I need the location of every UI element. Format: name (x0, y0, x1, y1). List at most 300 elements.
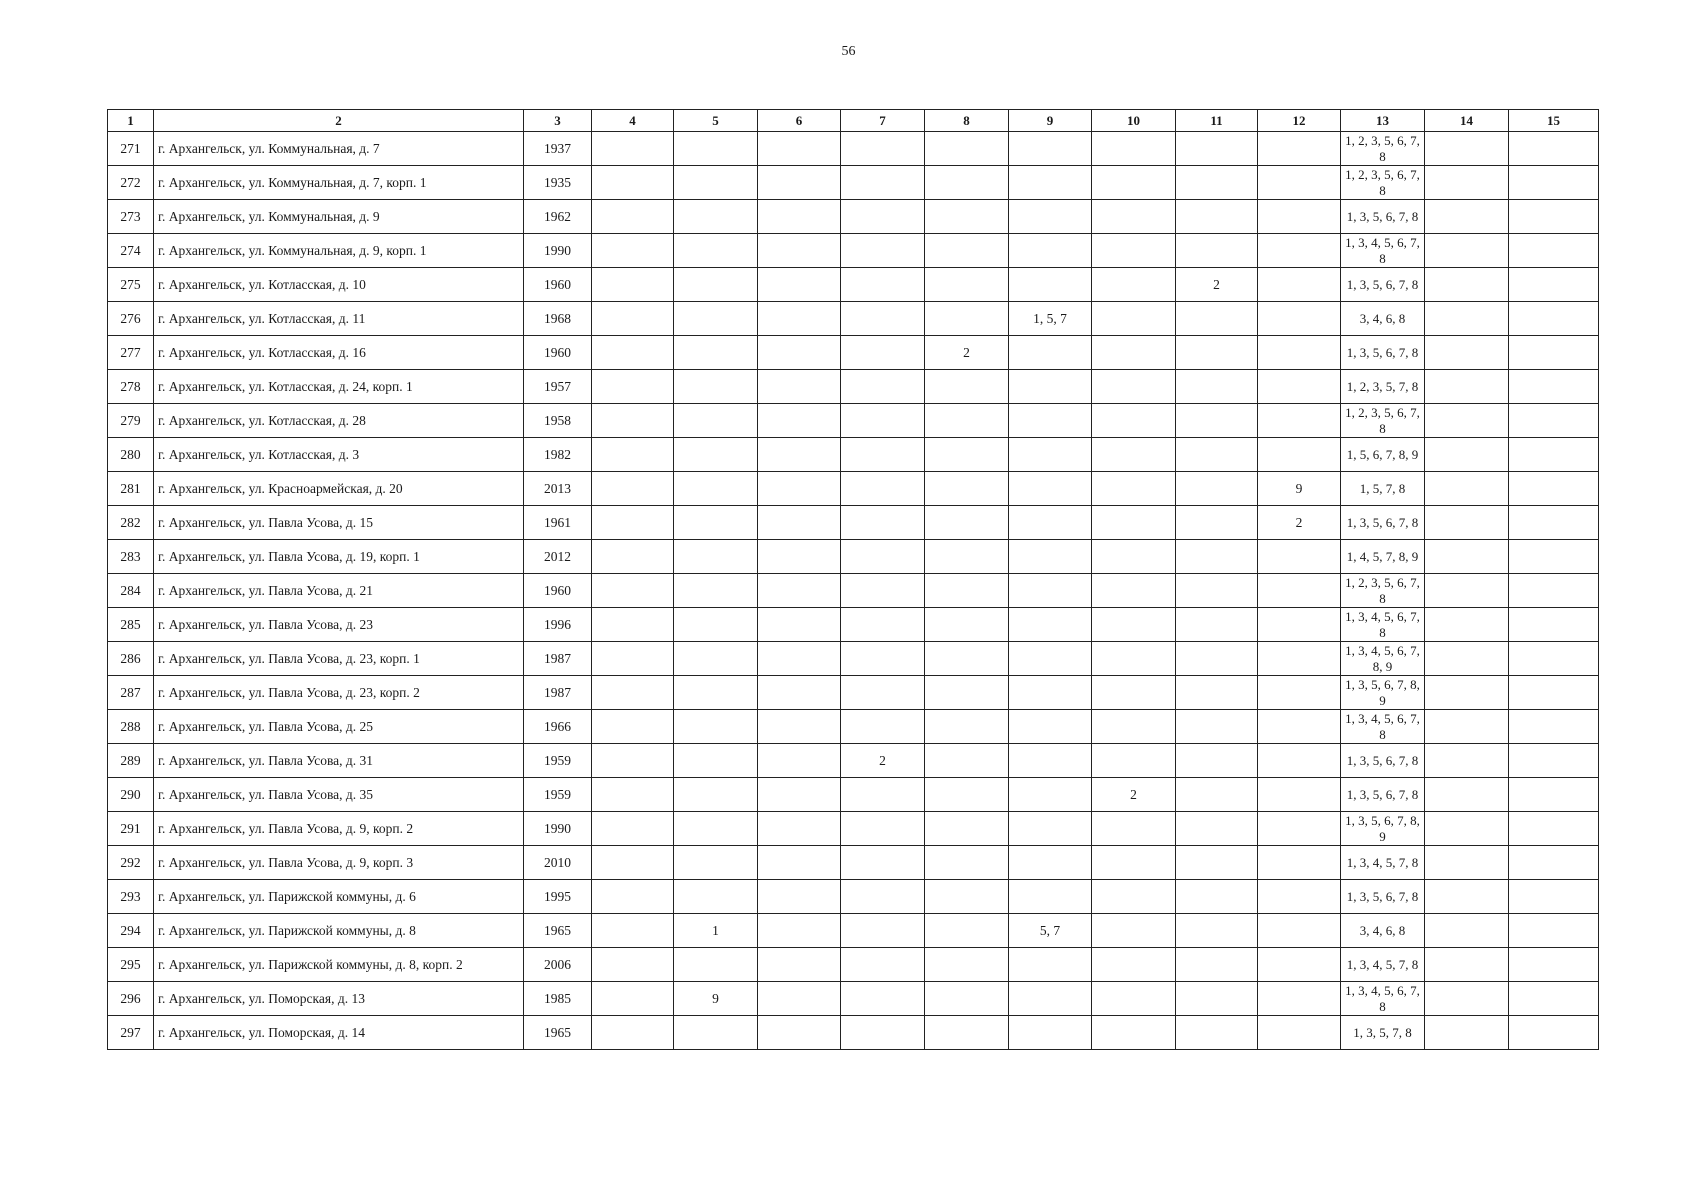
table-cell: 1, 2, 3, 5, 7, 8 (1341, 370, 1425, 404)
table-cell (1509, 880, 1599, 914)
table-cell (1258, 540, 1341, 574)
table-cell (1258, 268, 1341, 302)
table-cell (1425, 608, 1509, 642)
table-cell (1258, 676, 1341, 710)
table-row (108, 166, 1599, 200)
table-cell (1258, 302, 1341, 336)
table-row (108, 200, 1599, 234)
table-cell (1176, 302, 1258, 336)
table-cell (758, 744, 841, 778)
table-cell (758, 778, 841, 812)
page-number: 56 (841, 44, 856, 59)
table-cell (925, 948, 1009, 982)
table-cell (1509, 744, 1599, 778)
table-cell (758, 608, 841, 642)
year-cell: 1996 (524, 608, 592, 642)
table-cell (674, 642, 758, 676)
table-cell (592, 574, 674, 608)
table-cell (1425, 676, 1509, 710)
table-cell (758, 438, 841, 472)
table-cell (925, 574, 1009, 608)
column-header-12: 12 (1258, 110, 1341, 132)
year-cell: 1965 (524, 1016, 592, 1050)
year-cell: 1960 (524, 336, 592, 370)
table-cell (1176, 778, 1258, 812)
table-cell (1009, 132, 1092, 166)
table-cell (1176, 132, 1258, 166)
table-cell (1092, 880, 1176, 914)
table-cell (758, 540, 841, 574)
table-cell: 1, 3, 5, 6, 7, 8 (1341, 778, 1425, 812)
address-cell: г. Архангельск, ул. Парижской коммуны, д. 6 (154, 880, 524, 914)
table-cell (1425, 166, 1509, 200)
table-row (108, 642, 1599, 676)
table-cell (674, 166, 758, 200)
table-cell (1425, 710, 1509, 744)
column-header-7: 7 (841, 110, 925, 132)
table-cell (758, 812, 841, 846)
table-cell (1009, 812, 1092, 846)
address-cell: г. Архангельск, ул. Павла Усова, д. 23, корп. 1 (154, 642, 524, 676)
row-number-cell: 271 (108, 132, 154, 166)
table-cell (758, 268, 841, 302)
table-cell (758, 710, 841, 744)
table-cell (1258, 438, 1341, 472)
table-row (108, 676, 1599, 710)
table-cell (1258, 1016, 1341, 1050)
table-row (108, 948, 1599, 982)
table-cell (1009, 166, 1092, 200)
table-cell: 1, 3, 5, 6, 7, 8, 9 (1341, 812, 1425, 846)
table-cell: 1, 3, 5, 6, 7, 8 (1341, 336, 1425, 370)
table-cell (841, 336, 925, 370)
table-cell (841, 710, 925, 744)
table-cell (592, 948, 674, 982)
table-cell (592, 846, 674, 880)
table-cell (1176, 982, 1258, 1016)
table-cell (674, 778, 758, 812)
table-cell (674, 710, 758, 744)
year-cell: 1968 (524, 302, 592, 336)
year-cell: 1960 (524, 574, 592, 608)
year-cell: 1959 (524, 778, 592, 812)
table-cell (1509, 438, 1599, 472)
table-cell (1009, 234, 1092, 268)
column-header-2: 2 (154, 110, 524, 132)
table-row (108, 778, 1599, 812)
address-cell: г. Архангельск, ул. Котласская, д. 28 (154, 404, 524, 438)
table-cell (1509, 948, 1599, 982)
address-cell: г. Архангельск, ул. Павла Усова, д. 31 (154, 744, 524, 778)
table-cell: 2 (1176, 268, 1258, 302)
table-cell (758, 880, 841, 914)
table-cell (1176, 880, 1258, 914)
table-cell (592, 608, 674, 642)
table-cell (1176, 166, 1258, 200)
table-cell (1009, 744, 1092, 778)
table-cell (674, 948, 758, 982)
table-cell (1092, 302, 1176, 336)
row-number-cell: 290 (108, 778, 154, 812)
address-cell: г. Архангельск, ул. Котласская, д. 24, корп. 1 (154, 370, 524, 404)
table-cell (1009, 574, 1092, 608)
table-cell: 1, 4, 5, 7, 8, 9 (1341, 540, 1425, 574)
table-cell (925, 234, 1009, 268)
table-row (108, 404, 1599, 438)
table-cell (1425, 132, 1509, 166)
table-cell (1092, 914, 1176, 948)
table-cell (1176, 710, 1258, 744)
year-cell: 1987 (524, 642, 592, 676)
table-cell (592, 812, 674, 846)
table-cell (925, 642, 1009, 676)
table-cell (1509, 506, 1599, 540)
table-cell (1258, 982, 1341, 1016)
table-cell (758, 846, 841, 880)
table-cell (925, 506, 1009, 540)
address-cell: г. Архангельск, ул. Котласская, д. 10 (154, 268, 524, 302)
table-cell (1509, 812, 1599, 846)
table-row (108, 370, 1599, 404)
row-number-cell: 293 (108, 880, 154, 914)
table-cell (841, 880, 925, 914)
column-header-13: 13 (1341, 110, 1425, 132)
table-cell: 1, 2, 3, 5, 6, 7, 8 (1341, 574, 1425, 608)
table-cell (758, 1016, 841, 1050)
table-cell (841, 132, 925, 166)
table-cell (841, 642, 925, 676)
table-cell (1176, 336, 1258, 370)
table-cell (1509, 268, 1599, 302)
table-cell (592, 166, 674, 200)
row-number-cell: 272 (108, 166, 154, 200)
column-header-14: 14 (1425, 110, 1509, 132)
table-cell (758, 200, 841, 234)
table-row (108, 132, 1599, 166)
table-cell (1176, 914, 1258, 948)
table-cell: 2 (925, 336, 1009, 370)
table-cell (925, 370, 1009, 404)
table-cell (1258, 608, 1341, 642)
table-cell (841, 506, 925, 540)
table-cell (1425, 540, 1509, 574)
row-number-cell: 273 (108, 200, 154, 234)
table-cell (1509, 370, 1599, 404)
address-cell: г. Архангельск, ул. Павла Усова, д. 9, корп. 2 (154, 812, 524, 846)
row-number-cell: 294 (108, 914, 154, 948)
table-cell (592, 778, 674, 812)
table-cell (758, 234, 841, 268)
address-cell: г. Архангельск, ул. Павла Усова, д. 21 (154, 574, 524, 608)
column-header-9: 9 (1009, 110, 1092, 132)
address-cell: г. Архангельск, ул. Коммунальная, д. 7 (154, 132, 524, 166)
building-registry-table (107, 109, 1599, 1050)
table-cell (925, 982, 1009, 1016)
table-cell (1425, 846, 1509, 880)
table-cell (1509, 982, 1599, 1016)
table-cell (1176, 472, 1258, 506)
table-cell (758, 302, 841, 336)
table-cell (1009, 778, 1092, 812)
table-cell (1176, 404, 1258, 438)
table-cell (1092, 268, 1176, 302)
table-cell (1009, 506, 1092, 540)
table-cell (841, 608, 925, 642)
table-cell (1092, 370, 1176, 404)
table-cell (1092, 506, 1176, 540)
year-cell: 1962 (524, 200, 592, 234)
table-cell (1176, 642, 1258, 676)
table-cell (758, 132, 841, 166)
table-cell (1509, 302, 1599, 336)
table-row (108, 268, 1599, 302)
table-cell (1092, 200, 1176, 234)
row-number-cell: 277 (108, 336, 154, 370)
table-cell (1509, 472, 1599, 506)
table-cell (841, 268, 925, 302)
table-cell (1009, 710, 1092, 744)
table-cell (1425, 1016, 1509, 1050)
address-cell: г. Архангельск, ул. Павла Усова, д. 19, корп. 1 (154, 540, 524, 574)
table-cell (1258, 574, 1341, 608)
table-cell (1258, 642, 1341, 676)
table-cell (758, 982, 841, 1016)
row-number-cell: 288 (108, 710, 154, 744)
table-cell (925, 132, 1009, 166)
table-cell (758, 336, 841, 370)
table-cell (674, 132, 758, 166)
table-cell: 1, 3, 5, 6, 7, 8, 9 (1341, 676, 1425, 710)
year-cell: 2010 (524, 846, 592, 880)
table-cell (1425, 642, 1509, 676)
year-cell: 2013 (524, 472, 592, 506)
table-cell (1258, 370, 1341, 404)
table-cell (674, 268, 758, 302)
table-cell (674, 336, 758, 370)
table-cell (925, 540, 1009, 574)
table-cell (592, 132, 674, 166)
table-cell (1509, 676, 1599, 710)
table-cell (1176, 812, 1258, 846)
table-cell (1258, 200, 1341, 234)
table-cell (674, 370, 758, 404)
table-row (108, 506, 1599, 540)
table-cell: 1, 2, 3, 5, 6, 7, 8 (1341, 166, 1425, 200)
table-cell (1425, 234, 1509, 268)
table-cell (925, 676, 1009, 710)
table-row (108, 234, 1599, 268)
table-cell (1092, 642, 1176, 676)
address-cell: г. Архангельск, ул. Парижской коммуны, д. 8, корп. 2 (154, 948, 524, 982)
table-cell (1258, 744, 1341, 778)
column-header-10: 10 (1092, 110, 1176, 132)
table-cell (1509, 234, 1599, 268)
table-row (108, 1016, 1599, 1050)
address-cell: г. Архангельск, ул. Котласская, д. 16 (154, 336, 524, 370)
table-cell (1509, 574, 1599, 608)
table-cell (674, 200, 758, 234)
table-cell (758, 676, 841, 710)
row-number-cell: 274 (108, 234, 154, 268)
table-cell (1092, 540, 1176, 574)
table-cell (592, 404, 674, 438)
table-row (108, 914, 1599, 948)
table-cell: 5, 7 (1009, 914, 1092, 948)
table-cell: 1, 3, 4, 5, 6, 7, 8 (1341, 982, 1425, 1016)
row-number-cell: 276 (108, 302, 154, 336)
table-cell (1092, 676, 1176, 710)
table-cell (758, 948, 841, 982)
column-header-15: 15 (1509, 110, 1599, 132)
row-number-cell: 282 (108, 506, 154, 540)
column-header-3: 3 (524, 110, 592, 132)
address-cell: г. Архангельск, ул. Поморская, д. 13 (154, 982, 524, 1016)
table-cell (1009, 438, 1092, 472)
table-cell (592, 506, 674, 540)
table-cell: 1 (674, 914, 758, 948)
table-cell (1009, 948, 1092, 982)
table-cell (1425, 914, 1509, 948)
table-cell (841, 778, 925, 812)
table-cell (1092, 1016, 1176, 1050)
year-cell: 1960 (524, 268, 592, 302)
table-cell: 1, 3, 4, 5, 7, 8 (1341, 846, 1425, 880)
table-cell (1009, 982, 1092, 1016)
table-cell (841, 438, 925, 472)
table-cell (1009, 1016, 1092, 1050)
table-cell (592, 370, 674, 404)
table-cell (1176, 846, 1258, 880)
table-cell (841, 1016, 925, 1050)
table-cell: 2 (1258, 506, 1341, 540)
table-cell (841, 574, 925, 608)
table-cell (1509, 778, 1599, 812)
table-cell (841, 846, 925, 880)
table-cell (1092, 948, 1176, 982)
table-cell (925, 744, 1009, 778)
table-cell (1258, 710, 1341, 744)
table-cell (1009, 608, 1092, 642)
address-cell: г. Архангельск, ул. Павла Усова, д. 9, корп. 3 (154, 846, 524, 880)
year-cell: 1982 (524, 438, 592, 472)
table-cell (592, 268, 674, 302)
table-cell (1009, 404, 1092, 438)
year-cell: 2006 (524, 948, 592, 982)
table-cell (1509, 846, 1599, 880)
table-row (108, 574, 1599, 608)
table-cell (1092, 812, 1176, 846)
table-cell (674, 506, 758, 540)
table-cell (1425, 812, 1509, 846)
table-cell (925, 710, 1009, 744)
table-cell (1509, 540, 1599, 574)
table-cell (592, 914, 674, 948)
table-cell (925, 268, 1009, 302)
table-cell (1509, 608, 1599, 642)
table-row (108, 608, 1599, 642)
row-number-cell: 297 (108, 1016, 154, 1050)
table-cell (925, 1016, 1009, 1050)
table-cell (925, 438, 1009, 472)
table-cell (1425, 302, 1509, 336)
year-cell: 1935 (524, 166, 592, 200)
table-cell (1092, 404, 1176, 438)
year-cell: 1990 (524, 234, 592, 268)
table-cell (925, 302, 1009, 336)
table-cell (1258, 336, 1341, 370)
table-cell (841, 982, 925, 1016)
table-cell (925, 778, 1009, 812)
table-body (108, 132, 1599, 1050)
table-cell (1092, 166, 1176, 200)
table-cell: 3, 4, 6, 8 (1341, 914, 1425, 948)
table-cell (1509, 1016, 1599, 1050)
table-cell (1258, 166, 1341, 200)
table-cell (1009, 846, 1092, 880)
table-cell (674, 846, 758, 880)
table-cell (1176, 676, 1258, 710)
row-number-cell: 278 (108, 370, 154, 404)
table-cell: 1, 3, 5, 7, 8 (1341, 1016, 1425, 1050)
table-header-row (108, 110, 1599, 132)
year-cell: 1995 (524, 880, 592, 914)
row-number-cell: 292 (108, 846, 154, 880)
table-cell (758, 370, 841, 404)
address-cell: г. Архангельск, ул. Павла Усова, д. 15 (154, 506, 524, 540)
table-cell (758, 404, 841, 438)
table-cell (1092, 982, 1176, 1016)
row-number-cell: 296 (108, 982, 154, 1016)
table-cell (1425, 778, 1509, 812)
address-cell: г. Архангельск, ул. Павла Усова, д. 23 (154, 608, 524, 642)
table-cell: 1, 2, 3, 5, 6, 7, 8 (1341, 132, 1425, 166)
table-row (108, 302, 1599, 336)
year-cell: 1965 (524, 914, 592, 948)
year-cell: 1959 (524, 744, 592, 778)
table-cell (1176, 438, 1258, 472)
table-cell: 1, 3, 4, 5, 7, 8 (1341, 948, 1425, 982)
year-cell: 1987 (524, 676, 592, 710)
row-number-cell: 284 (108, 574, 154, 608)
table-cell: 1, 3, 5, 6, 7, 8 (1341, 744, 1425, 778)
table-cell: 1, 3, 4, 5, 6, 7, 8 (1341, 234, 1425, 268)
table-cell (1092, 710, 1176, 744)
table-cell: 1, 5, 7, 8 (1341, 472, 1425, 506)
table-cell (674, 676, 758, 710)
table-cell (1425, 506, 1509, 540)
year-cell: 1937 (524, 132, 592, 166)
table-cell (925, 472, 1009, 506)
table-cell (1009, 336, 1092, 370)
table-cell (674, 608, 758, 642)
row-number-cell: 275 (108, 268, 154, 302)
table-cell (592, 438, 674, 472)
table-cell (1258, 948, 1341, 982)
table-cell (925, 404, 1009, 438)
address-cell: г. Архангельск, ул. Котласская, д. 11 (154, 302, 524, 336)
table-cell (841, 370, 925, 404)
table-cell (758, 472, 841, 506)
table-cell (592, 540, 674, 574)
table-cell (1009, 370, 1092, 404)
table-cell (925, 846, 1009, 880)
table-cell (592, 982, 674, 1016)
table-row (108, 336, 1599, 370)
table-row (108, 540, 1599, 574)
table-cell (758, 914, 841, 948)
table-cell (1092, 608, 1176, 642)
table-cell: 9 (1258, 472, 1341, 506)
